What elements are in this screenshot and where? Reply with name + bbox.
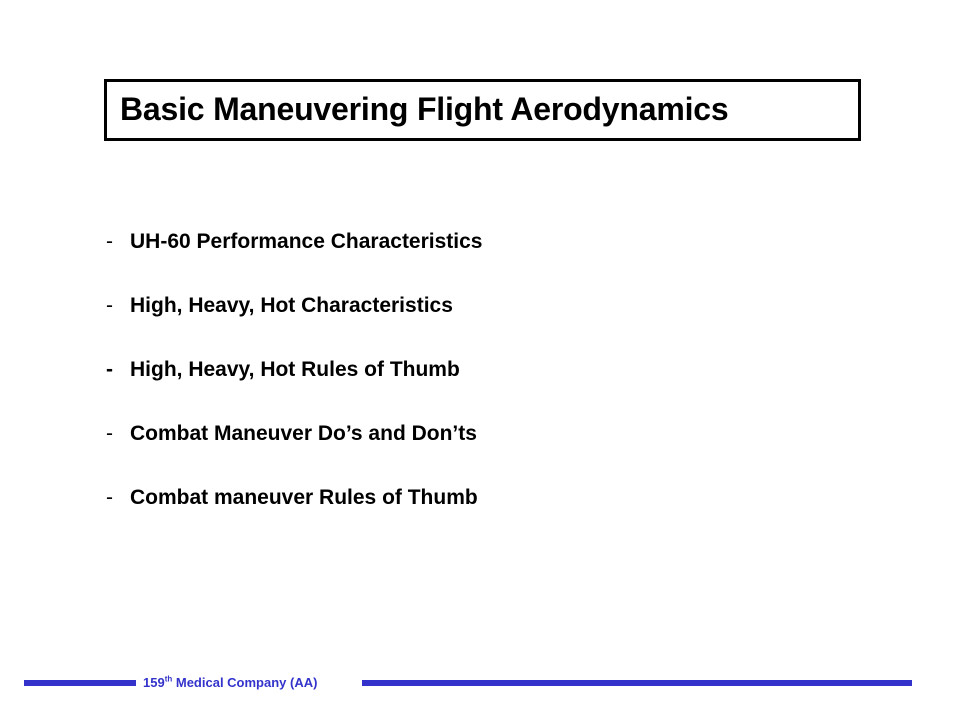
- bullet-marker: -: [106, 422, 113, 445]
- footer-rule-right: [362, 680, 912, 686]
- bullet-text: UH-60 Performance Characteristics: [130, 230, 483, 253]
- footer-rule-left: [24, 680, 136, 686]
- bullet-marker: -: [106, 358, 113, 381]
- bullet-text: Combat Maneuver Do’s and Don’ts: [130, 422, 477, 445]
- footer-unit-label: [143, 675, 317, 690]
- bullet-text: High, Heavy, Hot Characteristics: [130, 294, 453, 317]
- bullet-text: Combat maneuver Rules of Thumb: [130, 486, 478, 509]
- slide-title: Basic Maneuvering Flight Aerodynamics: [120, 91, 729, 127]
- bullet-marker: -: [106, 486, 113, 509]
- title-box: [104, 79, 861, 141]
- footer-unit-ordinal: th: [164, 674, 173, 684]
- bullet-text: High, Heavy, Hot Rules of Thumb: [130, 358, 460, 381]
- bullet-marker: -: [106, 230, 113, 253]
- footer-unit-name: Medical Company (AA): [172, 675, 318, 690]
- footer-unit-number: 159: [143, 675, 165, 690]
- bullet-marker: -: [106, 294, 113, 317]
